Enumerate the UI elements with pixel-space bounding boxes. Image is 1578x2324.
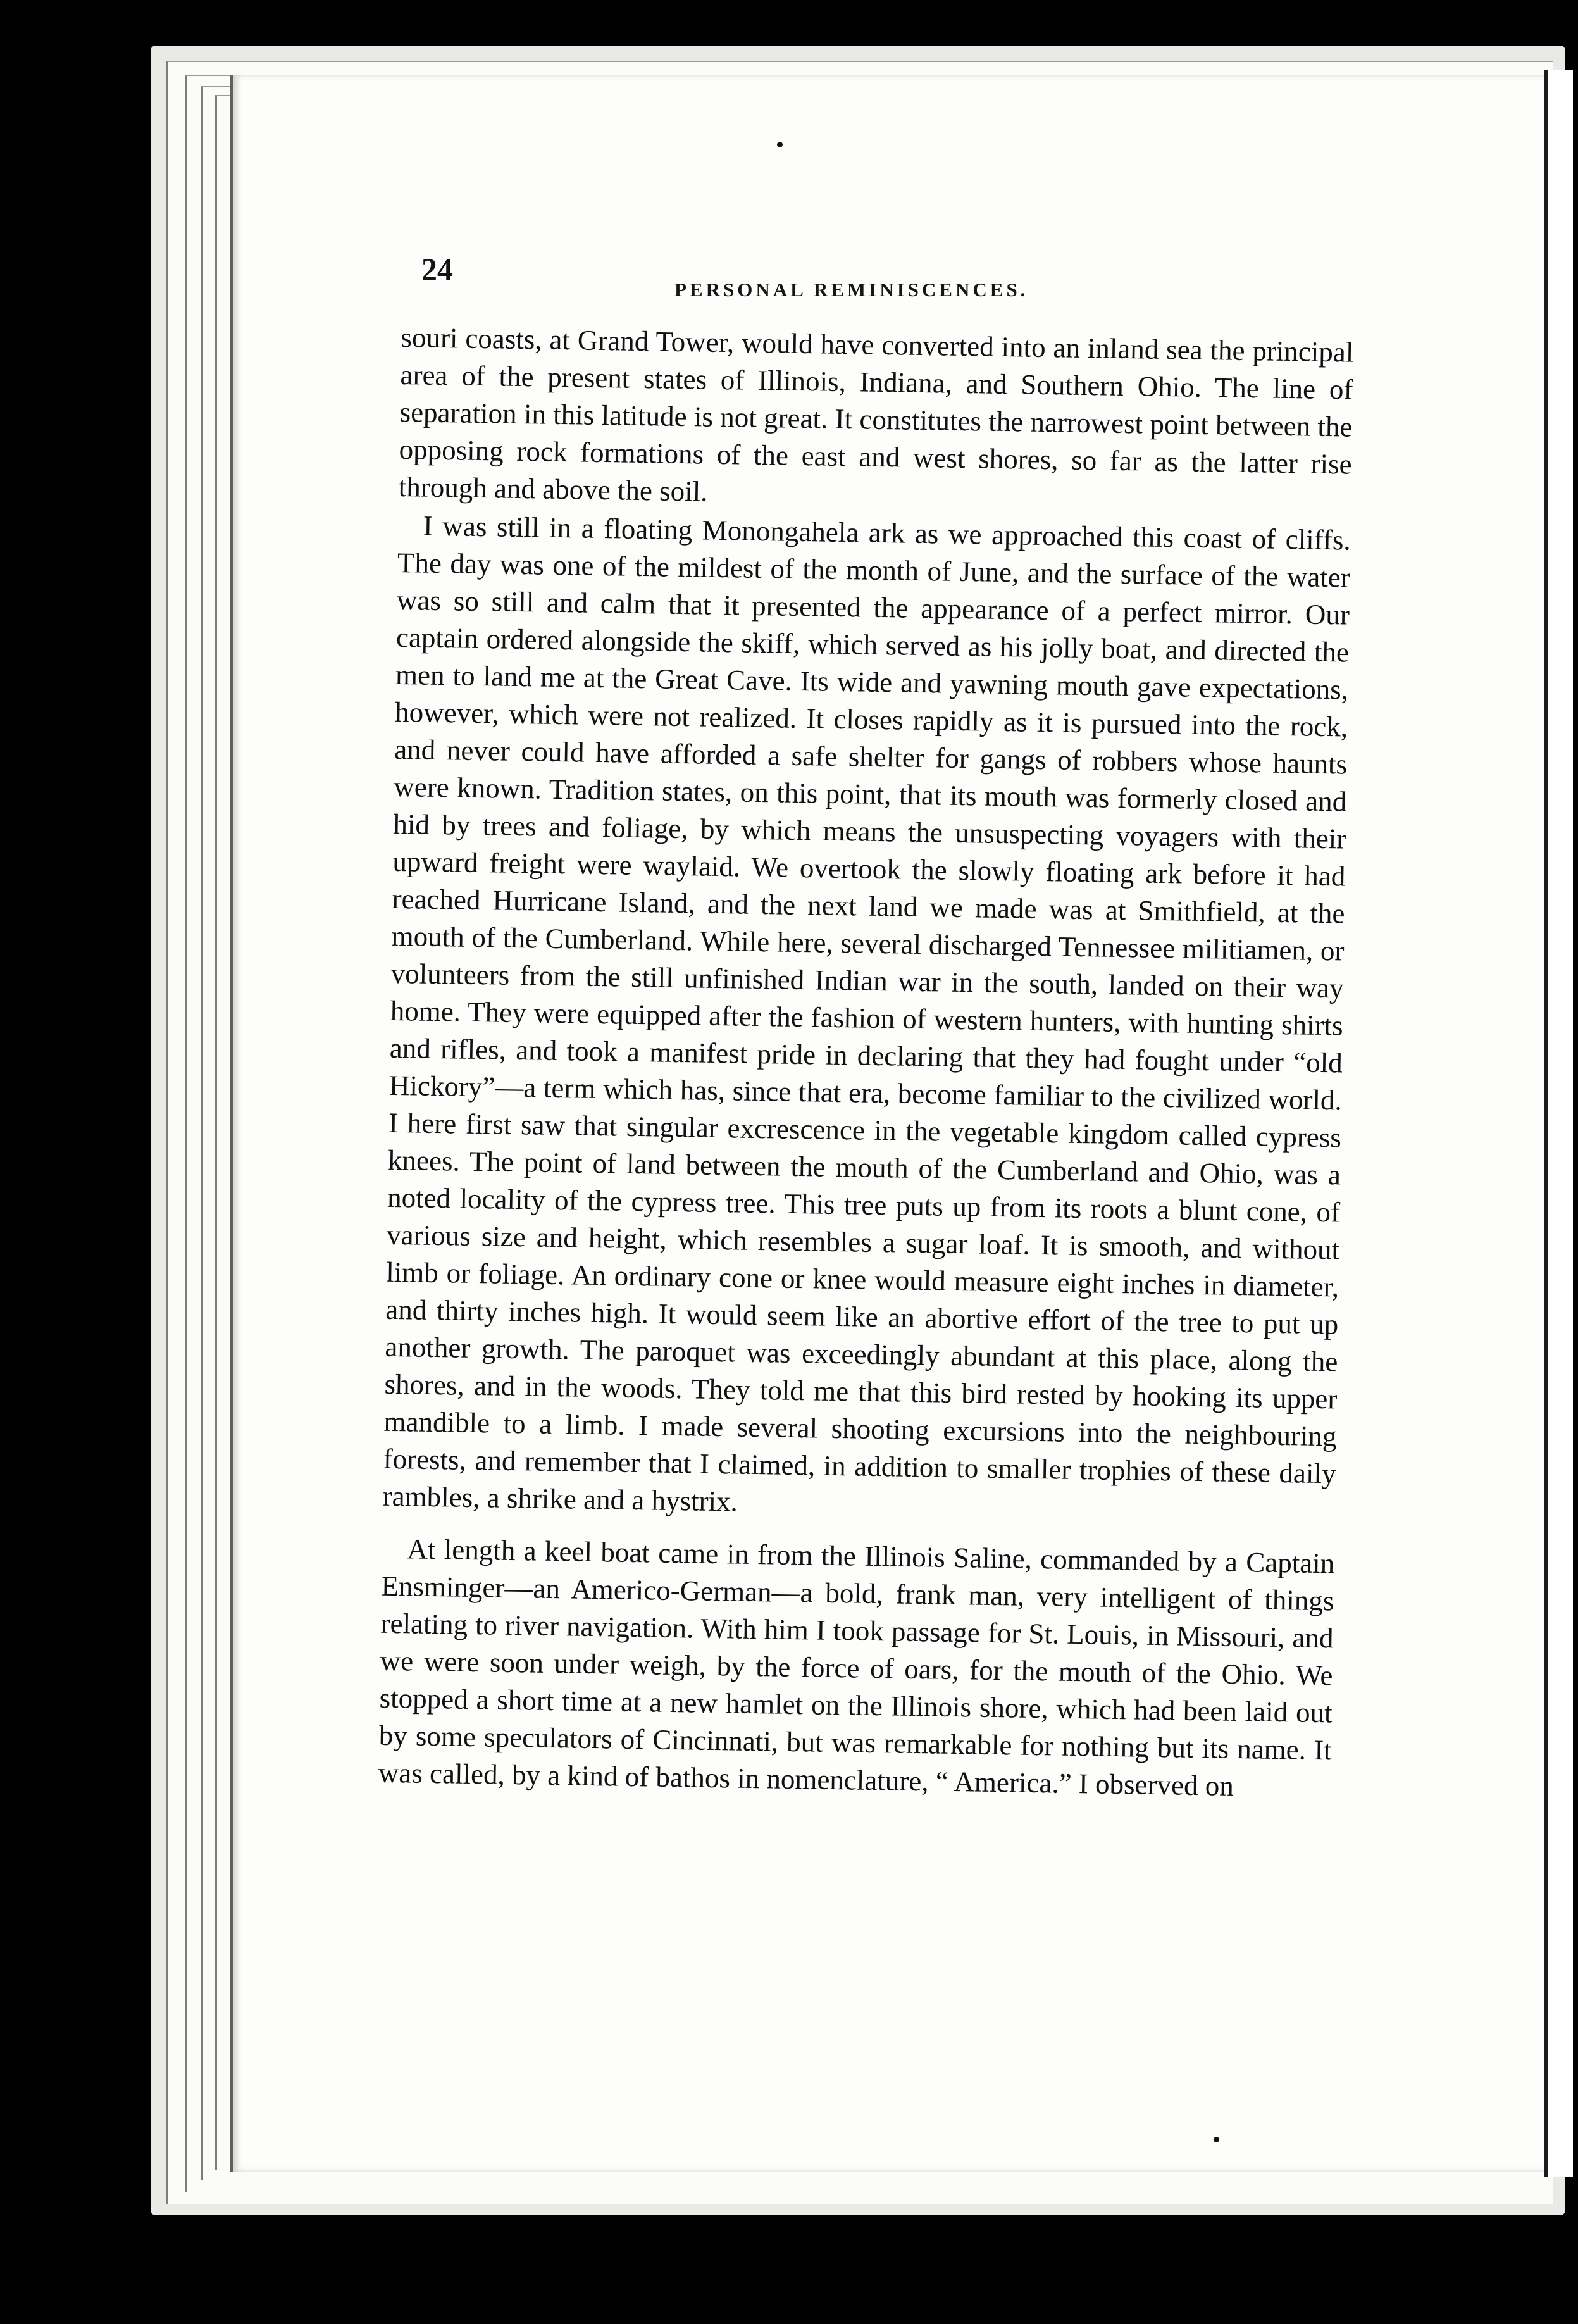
paragraph: At length a keel boat came in from the Illinois Saline, commanded by a Captain Ensminger—an Americo-German—a bold, frank man, very intelligent of things relating to river navigation. With him I took passage for St. Louis, in Missouri, and we were soon under weigh, by the force of oars, for the mouth of the Ohio. We stopped a short time at a new hamlet on the Illinois shore, which had been laid out by some speculators of Cincinnati, but was remarkable for nothing but its name. It was called, by a kind of bathos in nomenclature, “ America.” I observed on	[378, 1533, 1335, 1802]
facing-page-edge	[1544, 70, 1573, 2177]
body-text	[378, 319, 1353, 1806]
running-title: PERSONAL REMINISCENCES.	[674, 278, 1029, 301]
paragraph: I was still in a floating Monongahela ark as we approached this coast of cliffs. The day was one of the mildest of the month of June, and the surface of the water was so still and calm that it presented the appearance of a perfect mirror. Our captain ordered alongside the skiff, which served as his jolly boat, and directed the men to land me at the Great Cave. Its wide and yawning mouth gave expectations, however, which were not realized. It closes rapidly as it is pursued into the rock, and never could have afforded a safe shelter for gangs of robbers whose haunts were known. Tradition states, on this point, that its mouth was formerly closed and hid by trees and foliage, by which means the unsuspecting voyagers with their upward freight were waylaid. We overtook the slowly floating ark before it had reached Hurricane Island, and the next land we made was at Smithfield, at the mouth of the Cumberland. While here, several discharged Tennessee militiamen, or volunteers from the still unfinished Indian war in the south, landed on their way home. They were equipped after the fashion of western hunters, with hunting shirts and rifles, and took a manifest pride in declaring that they had fought under “old Hickory”—a term which has, since that era, become familiar to the civilized world. I here first saw that singular excrescence in the vegetable kingdom called cypress knees. The point of land between the mouth of the Cumberland and Ohio, was a noted locality of the cypress tree. This tree puts up from its roots a blunt cone, of various size and height, which resembles a sugar loaf. It is smooth, and without limb or foliage. An ordinary cone or knee would measure eight inches in diameter, and thirty inches high. It would seem like an abortive effort of the tree to put up another growth. The paroquet was exceedingly abundant at this place, along the shores, and in the woods. They told me that this bird rested by hooking its upper mandible to a limb. I made several shooting excursions into the neighbouring forests, and remember that I claimed, in addition to smaller trophies of these daily rambles, a shrike and a hystrix.	[382, 509, 1351, 1518]
ink-speck	[777, 142, 783, 147]
running-head	[421, 251, 1364, 301]
ink-speck	[1214, 2137, 1219, 2142]
page-number: 24	[421, 251, 453, 287]
paragraph: souri coasts, at Grand Tower, would have converted into an inland sea the principal area of the present states of Illinois, Indiana, and Southern Ohio. The line of separation in this latitude is not great. It constitutes the narrowest point between the opposing rock formations of the east and west shores, so far as the latter rise through and above the soil.	[398, 321, 1354, 508]
